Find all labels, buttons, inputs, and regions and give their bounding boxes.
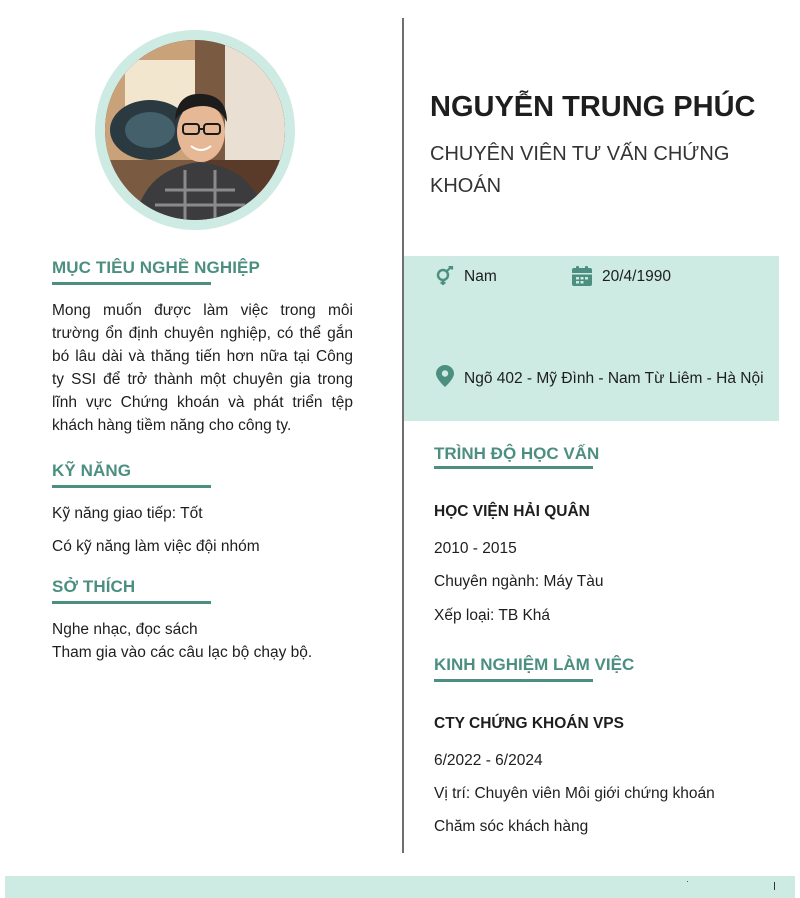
address-value: Ngõ 402 - Mỹ Đình - Nam Từ Liêm - Hà Nội — [464, 370, 764, 387]
education-period: 2010 - 2015 — [434, 540, 517, 557]
objective-title: MỤC TIÊU NGHỀ NGHIỆP — [52, 258, 260, 277]
skills-title: KỸ NĂNG — [52, 461, 132, 480]
education-major: Chuyên ngành: Máy Tàu — [434, 573, 604, 590]
column-divider — [402, 18, 404, 853]
education-grade: Xếp loại: TB Khá — [434, 607, 551, 624]
calendar-icon — [572, 266, 592, 291]
experience-underline — [434, 679, 593, 682]
hobby-item: Nghe nhạc, đọc sách — [52, 621, 198, 638]
school-name: HỌC VIỆN HẢI QUÂN — [434, 503, 590, 520]
experience-position: Vị trí: Chuyên viên Môi giới chứng khoán — [434, 785, 715, 802]
footer-bar — [5, 876, 795, 898]
company-name: CTY CHỨNG KHOÁN VPS — [434, 715, 624, 732]
education-title: TRÌNH ĐỘ HỌC VẤN — [434, 444, 600, 463]
education-underline — [434, 466, 593, 469]
skill-item: Kỹ năng giao tiếp: Tốt — [52, 505, 203, 522]
footer-mark — [687, 881, 688, 882]
avatar — [105, 40, 285, 220]
objective-underline — [52, 282, 211, 285]
gender-icon — [434, 266, 456, 291]
experience-title: KINH NGHIỆM LÀM VIỆC — [434, 655, 635, 674]
objective-text: Mong muốn được làm việc trong môi trường ổn định chuyên nghiệp, có thể gắn bó lâu dài và thăng tiến hơn nữa tại Công ty SSI để trở thành một chuyên gia trong lĩnh vực Chứng khoán và phát triển tệp khách hàng tiềm năng cho công ty. — [52, 302, 353, 434]
hobbies-title: SỞ THÍCH — [52, 577, 136, 596]
gender-value: Nam — [464, 268, 497, 285]
experience-duty: Chăm sóc khách hàng — [434, 818, 589, 835]
dob-value: 20/4/1990 — [602, 268, 671, 285]
footer-mark — [774, 882, 775, 890]
hobbies-underline — [52, 601, 211, 604]
skill-item: Có kỹ năng làm việc đội nhóm — [52, 538, 260, 555]
location-pin-icon — [436, 365, 454, 392]
candidate-name: NGUYỄN TRUNG PHÚC — [430, 91, 756, 123]
skills-underline — [52, 485, 211, 488]
experience-period: 6/2022 - 6/2024 — [434, 752, 543, 769]
avatar-frame — [95, 30, 295, 230]
job-title: CHUYÊN VIÊN TƯ VẤN CHỨNG KHOÁN — [430, 143, 730, 197]
hobby-item: Tham gia vào các câu lạc bộ chạy bộ. — [52, 644, 313, 661]
